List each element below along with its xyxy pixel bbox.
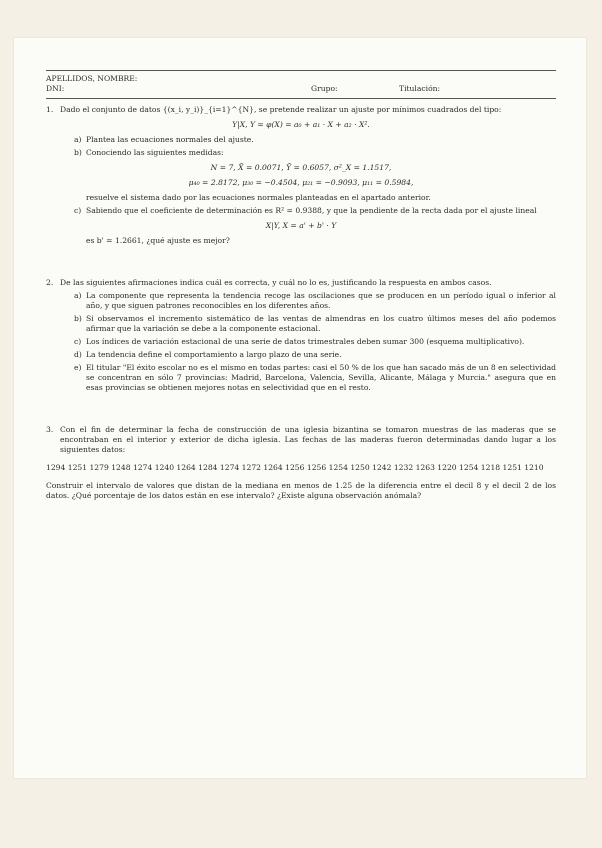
question-2 — [46, 278, 556, 393]
question-2-number: 2. — [46, 278, 54, 288]
part-b-resolve: resuelve el sistema dado por las ecuaciones normales planteadas en el apartado anterior. — [86, 193, 431, 203]
question-1-intro: Dado el conjunto de datos {(x_i, y_i)}_{i=1}^{N}, se pretende realizar un ajuste por mínimos cuadrados del tipo: — [60, 105, 502, 115]
measures-line-2: μ₄₀ = 2.8172, μ₃₀ = −0.4504, μ₂₁ = −0.9093, μ₁₁ = 0.5984, — [188, 178, 414, 188]
question-2-item — [74, 363, 556, 393]
question-2-item — [74, 350, 556, 360]
item-text: El titular "El éxito escolar no es el mismo en todas partes: casi el 50 % de los que han sacado más de un 8 en selectividad se concentran en sólo 7 provincias: Madrid, Barcelona, Valencia, Sevilla, Alicante, Málaga y Murcia." asegura que en esas provincias se obtienen mejores notas en selectividad que en el resto. — [86, 363, 556, 393]
item-text: Los índices de variación estacional de una serie de datos trimestrales deben sumar 300 (esquema multiplicativo). — [86, 337, 525, 347]
question-3-head — [46, 425, 556, 455]
item-label: c) — [74, 337, 82, 347]
question-1-head — [46, 105, 556, 115]
header-rule — [46, 98, 556, 99]
part-c-end: es b' = 1.2661, ¿qué ajuste es mejor? — [86, 236, 230, 246]
question-3-data: 1294 1251 1279 1248 1274 1240 1264 1284 1274 1272 1264 1256 1256 1254 1250 1242 1232 1263 1220 1254 1218 1251 1210 — [46, 463, 544, 473]
question-3 — [46, 425, 556, 501]
item-text: La componente que representa la tendencia recoge las oscilaciones que se producen en un período igual o inferior al año, y que siguen patrones reconocibles en los diferentes años. — [86, 291, 556, 311]
student-header — [46, 74, 556, 94]
name-label: APELLIDOS, NOMBRE: — [46, 74, 138, 83]
item-text: La tendencia define el comportamiento a largo plazo de una serie. — [86, 350, 342, 360]
part-c-label: c) — [74, 206, 82, 216]
item-text: Si observamos el incremento sistemático de las ventas de almendras en los cuatro últimos meses del año podemos afirmar que la variación se debe a la componente estacional. — [86, 314, 556, 334]
question-3-number: 3. — [46, 425, 54, 435]
question-1-model: Y|X, Y = φ(X) = a₀ + a₁ · X + a₂ · X². — [232, 120, 370, 130]
top-rule — [46, 70, 556, 71]
question-2-head — [46, 278, 556, 288]
dni-label: DNI: — [46, 84, 65, 94]
measures-line-1: N = 7, X̄ = 0.0071, Ȳ = 0.6057, σ²_X = 1.1517, — [210, 163, 392, 173]
part-c-model: X|Y, X = a' + b' · Y — [265, 221, 337, 231]
question-1 — [46, 105, 556, 246]
item-label: a) — [74, 291, 82, 301]
grupo-label: Grupo: — [311, 84, 338, 94]
question-2-item — [74, 314, 556, 334]
item-label: b) — [74, 314, 82, 324]
exam-content — [46, 70, 556, 501]
titulacion-label: Titulación: — [399, 84, 441, 94]
part-a-text: Plantea las ecuaciones normales del ajuste. — [86, 135, 254, 145]
question-3-intro: Con el fin de determinar la fecha de construcción de una iglesia bizantina se tomaron muestras de las maderas que se encontraban en el interior y exterior de dicha iglesia. Las fechas de las maderas fueron determinadas dando lugar a los siguientes datos: — [60, 425, 556, 455]
question-1-part-b — [74, 148, 556, 158]
item-label: e) — [74, 363, 82, 373]
spacer-2 — [46, 393, 556, 419]
question-1-part-a — [74, 135, 556, 145]
question-1-part-c — [74, 206, 556, 216]
part-c-text: Sabiendo que el coeficiente de determinación es R² = 0.9388, y que la pendiente de la recta dada por el ajuste lineal — [86, 206, 537, 216]
question-1-number: 1. — [46, 105, 54, 115]
question-2-item — [74, 337, 556, 347]
part-b-label: b) — [74, 148, 82, 158]
question-2-item — [74, 291, 556, 311]
item-label: d) — [74, 350, 82, 360]
part-b-text: Conociendo las siguientes medidas: — [86, 148, 224, 158]
part-a-label: a) — [74, 135, 82, 145]
spacer-1 — [46, 246, 556, 272]
question-2-intro: De las siguientes afirmaciones indica cuál es correcta, y cuál no lo es, justificando la respuesta en ambos casos. — [60, 278, 492, 288]
exam-sheet — [14, 38, 586, 778]
question-3-task: Construir el intervalo de valores que distan de la mediana en menos de 1.25 de la diferencia entre el decil 8 y el decil 2 de los datos. ¿Qué porcentaje de los datos están en ese intervalo? ¿Existe alguna observación anómala? — [46, 481, 556, 501]
header-row — [46, 84, 556, 94]
